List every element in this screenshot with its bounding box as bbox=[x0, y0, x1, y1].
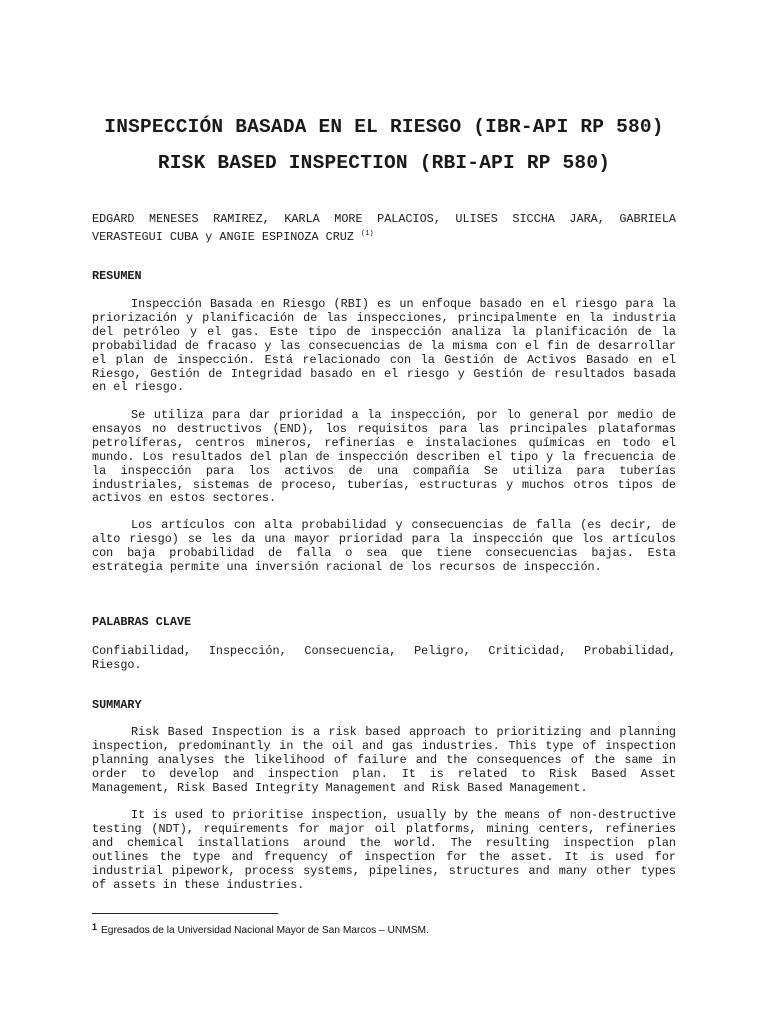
footnote-rule bbox=[92, 913, 278, 914]
palabras-clave-text: Confiabilidad, Inspección, Consecuencia, Peligro, Criticidad, Probabilidad, Riesgo. bbox=[92, 644, 676, 672]
summary-heading: SUMMARY bbox=[92, 698, 142, 712]
authors-names: EDGARD MENESES RAMIREZ, KARLA MORE PALACIOS, ULISES SICCHA JARA, GABRIELA VERASTEGUI CUBA y ANGIE ESPINOZA CRUZ bbox=[92, 212, 676, 244]
footnote-mark: 1 bbox=[92, 922, 98, 932]
footnote bbox=[92, 922, 429, 936]
title-english: RISK BASED INSPECTION (RBI-API RP 580) bbox=[157, 152, 611, 174]
authors bbox=[92, 212, 676, 245]
resumen-heading: RESUMEN bbox=[92, 269, 142, 283]
palabras-clave-heading: PALABRAS CLAVE bbox=[92, 615, 192, 629]
authors-footnote-mark: (1) bbox=[361, 230, 374, 238]
summary-paragraph-2: It is used to prioritise inspection, usually by the means of non-destructive testing (NDT), requirements for major oil platforms, mining centers, refineries and chemical installations around the world. The resulting inspection plan outlines the type and frequency of inspection for the asset. It is used for industrial pipework, process systems, pipelines, structures and many other types of assets in these industries. bbox=[92, 808, 676, 892]
footnote-text: Egresados de la Universidad Nacional Mayor de San Marcos – UNMSM. bbox=[101, 925, 429, 936]
title-spanish: INSPECCIÓN BASADA EN EL RIESGO (IBR-API RP 580) bbox=[104, 116, 664, 138]
resumen-paragraph-3: Los artículos con alta probabilidad y consecuencias de falla (es decir, de alto riesgo) se les da una mayor prioridad para la inspección que los artículos con baja probabilidad de falla o sea que tiene consecuencias bajas. Esta estrategia permite una inversión racional de los recursos de inspección. bbox=[92, 518, 676, 574]
summary-paragraph-1: Risk Based Inspection is a risk based approach to prioritizing and planning inspection, predominantly in the oil and gas industries. This type of inspection planning analyses the likelihood of failure and the consequences of the same in order to develop and inspection plan. It is related to Risk Based Asset Management, Risk Based Integrity Management and Risk Based Management. bbox=[92, 725, 676, 795]
resumen-paragraph-2: Se utiliza para dar prioridad a la inspección, por lo general por medio de ensayos no destructivos (END), los requisitos para las principales plataformas petrolíferas, centros mineros, refinerías e instalaciones químicas en todo el mundo. Los resultados del plan de inspección describen el tipo y la frecuencia de la inspección para los activos de una compañía Se utiliza para tuberías industriales, sistemas de proceso, tuberías, estructuras y muchos otros tipos de activos en estos sectores. bbox=[92, 408, 676, 506]
resumen-paragraph-1: Inspección Basada en Riesgo (RBI) es un enfoque basado en el riesgo para la priorización y planificación de las inspecciones, principalmente en la industria del petróleo y el gas. Este tipo de inspección analiza la planificación de la probabilidad de fracaso y las consecuencias de la misma con el fin de desarrollar el plan de inspección. Está relacionado con la Gestión de Activos Basado en el Riesgo, Gestión de Integridad basado en el riesgo y Gestión de resultados basada en el riesgo. bbox=[92, 297, 676, 395]
